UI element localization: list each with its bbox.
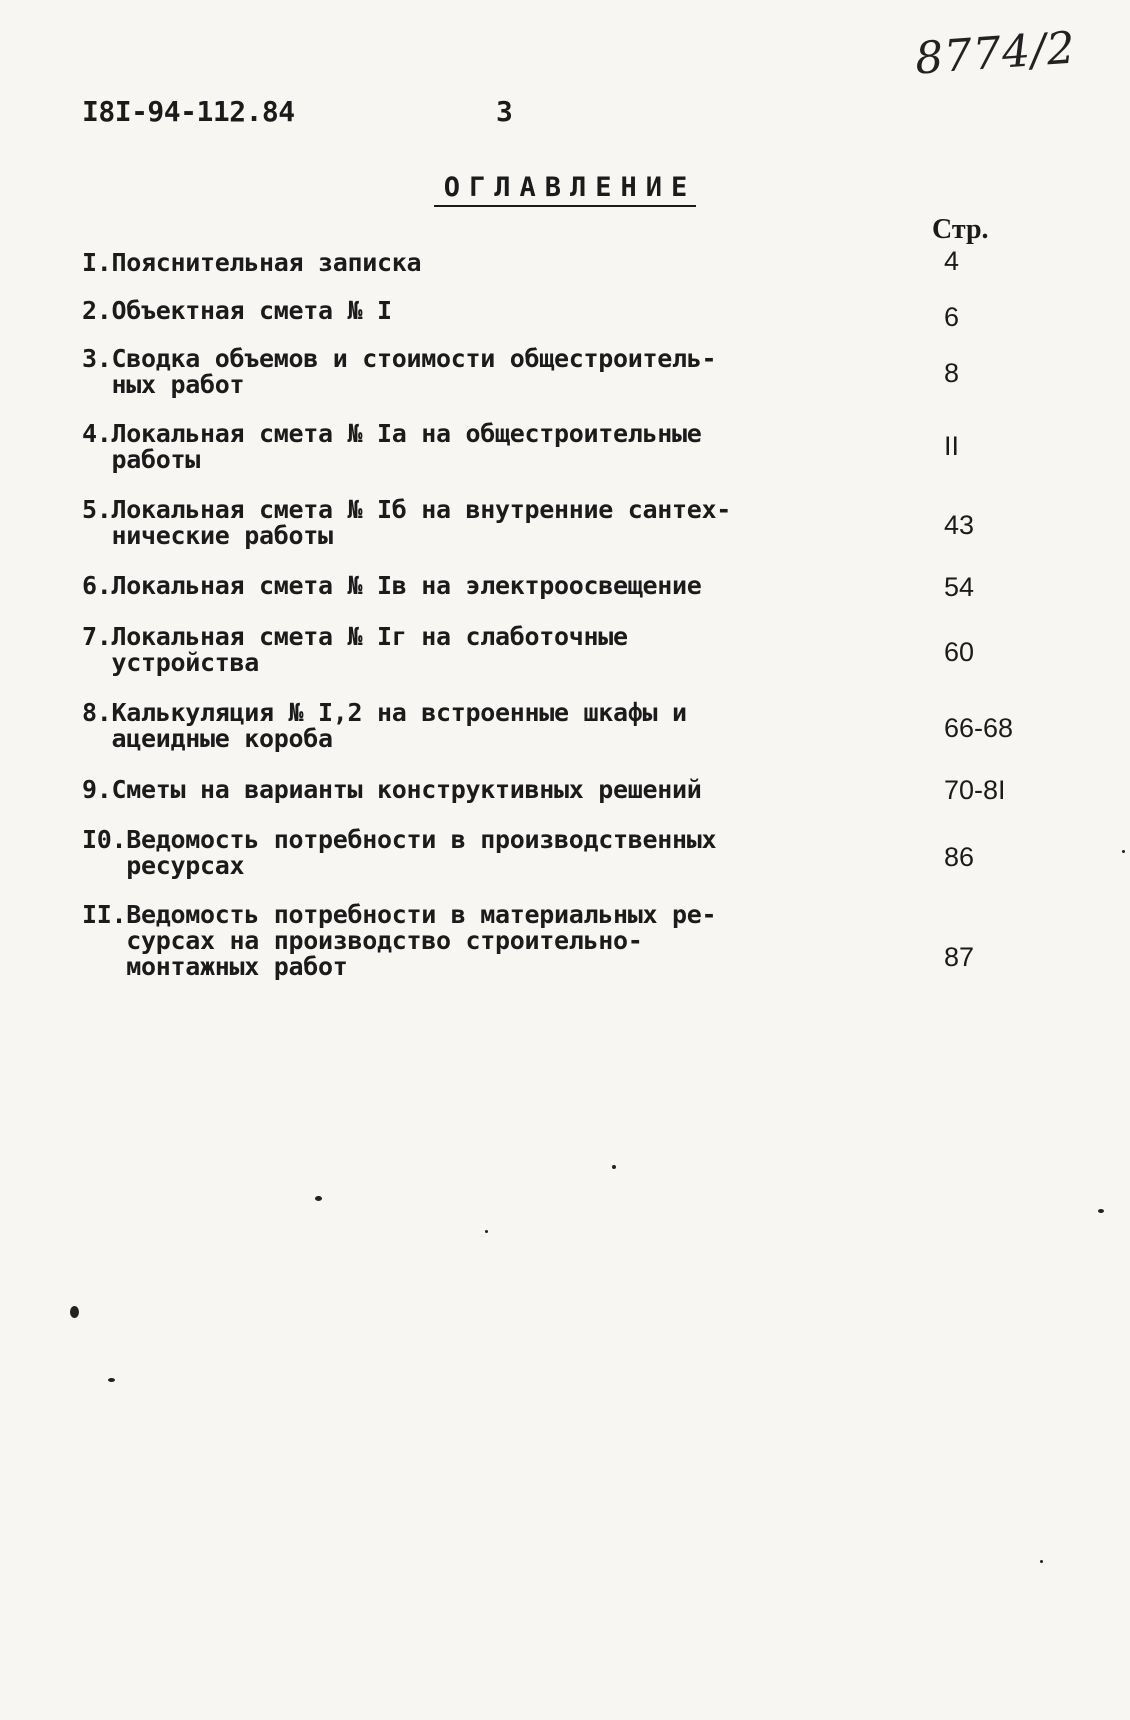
contents-title: ОГЛАВЛЕНИЕ [434,172,697,207]
toc-entry-page: 87 [944,942,975,972]
toc-entry-page: 54 [944,572,975,602]
toc-entry-page: 60 [944,637,975,667]
toc-entry-page: 86 [944,842,975,872]
scan-speck [1122,850,1125,853]
toc-entry-page: 70-8I [944,775,1006,805]
contents-title-block [0,172,1130,203]
toc-entry-page: II [944,431,960,461]
scan-speck [485,1230,488,1233]
toc-entry-page: 66-68 [944,713,1014,743]
toc-entry-text: 3.Сводка объемов и стоимости общестроитель- ных работ [82,344,717,399]
scan-speck [1040,1560,1043,1563]
page-column-header: Стр. [932,214,989,245]
scan-speck [315,1196,322,1201]
toc-entry-text: 8.Калькуляция № I,2 на встроенные шкафы и ацеидные короба [82,698,687,753]
document-code: I8I-94-112.84 [82,95,295,128]
toc-entry-page: 8 [944,358,960,388]
scan-speck [108,1378,115,1382]
toc-entry-text: 9.Сметы на варианты конструктивных решений [82,775,702,804]
toc-entry-text: 7.Локальная смета № Iг на слаботочные устройства [82,622,628,677]
scan-speck [1098,1209,1104,1213]
handwritten-archive-number: 8774/2 [913,22,1078,85]
toc-entry-text: I0.Ведомость потребности в производственных ресурсах [82,825,717,880]
toc-entry-page: 43 [944,510,975,540]
scan-speck [612,1165,616,1169]
toc-entry-text: II.Ведомость потребности в материальных ре- сурсах на производство строительно- монтажных работ [82,900,717,981]
page-number: 3 [496,95,513,128]
toc-entry-page: 6 [944,302,960,332]
toc-entry-text: 4.Локальная смета № Iа на общестроительные работы [82,419,702,474]
toc-entry-text: 6.Локальная смета № Iв на электроосвещение [82,571,702,600]
scan-speck [70,1306,79,1318]
toc-entry-text: 5.Локальная смета № Iб на внутренние сантех- нические работы [82,495,732,550]
toc-entry-text: 2.Объектная смета № I [82,296,392,325]
toc-entry-text: I.Пояснительная записка [82,248,422,277]
toc-entry-page: 4 [944,246,960,276]
